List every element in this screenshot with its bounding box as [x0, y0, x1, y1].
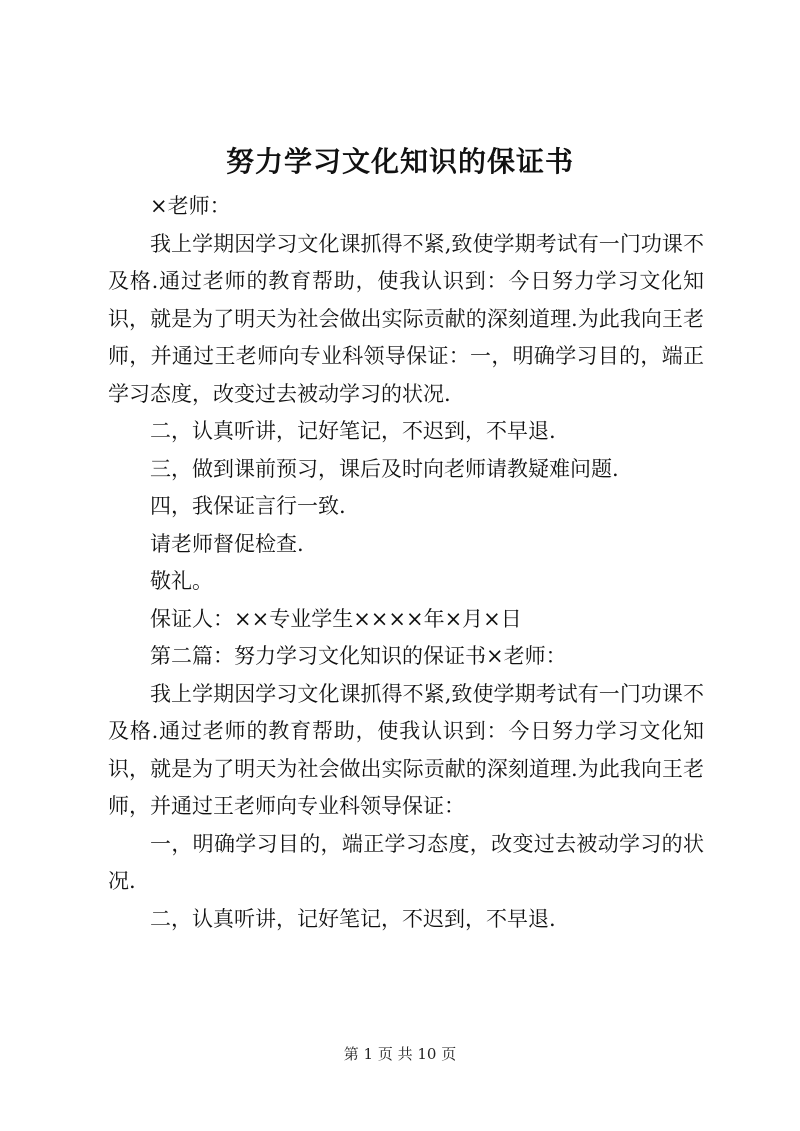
body-paragraph: 三，做到课前预习，课后及时向老师请教疑难问题. [150, 456, 619, 481]
body-paragraph: 我上学期因学习文化课抓得不紧,致使学期考试有一门功课不及格.通过老师的教育帮助，使我认识到：今日努力学习文化知识，就是为了明天为社会做出实际贡献的深刻道理.为此我向王老师，并通过王老师向专业科领导保证： [108, 681, 704, 818]
body-paragraph: 四，我保证言行一致. [150, 494, 346, 518]
body-paragraph: 二，认真听讲，记好笔记，不迟到，不早退. [150, 906, 556, 931]
closing: 敬礼。 [150, 569, 213, 593]
body-paragraph: 一，明确学习目的，端正学习态度，改变过去被动学习的状况. [108, 831, 704, 893]
signature-line: 保证人：××专业学生××××年×月×日 [150, 606, 522, 631]
document-body [108, 188, 704, 938]
page-number: 第 1 页 共 10 页 [343, 1045, 457, 1063]
body-paragraph: 请老师督促检查. [150, 531, 304, 556]
salutation: ×老师： [150, 194, 231, 218]
document-title: 努力学习文化知识的保证书 [225, 145, 574, 178]
body-paragraph: 我上学期因学习文化课抓得不紧,致使学期考试有一门功课不及格.通过老师的教育帮助，使我认识到：今日努力学习文化知识，就是为了明天为社会做出实际贡献的深刻道理.为此我向王老师，并通过王老师向专业科领导保证：一，明确学习目的，端正学习态度，改变过去被动学习的状况. [108, 231, 704, 406]
section-heading: 第二篇：努力学习文化知识的保证书×老师： [150, 644, 567, 668]
body-paragraph: 二，认真听讲，记好笔记，不迟到，不早退. [150, 419, 556, 443]
